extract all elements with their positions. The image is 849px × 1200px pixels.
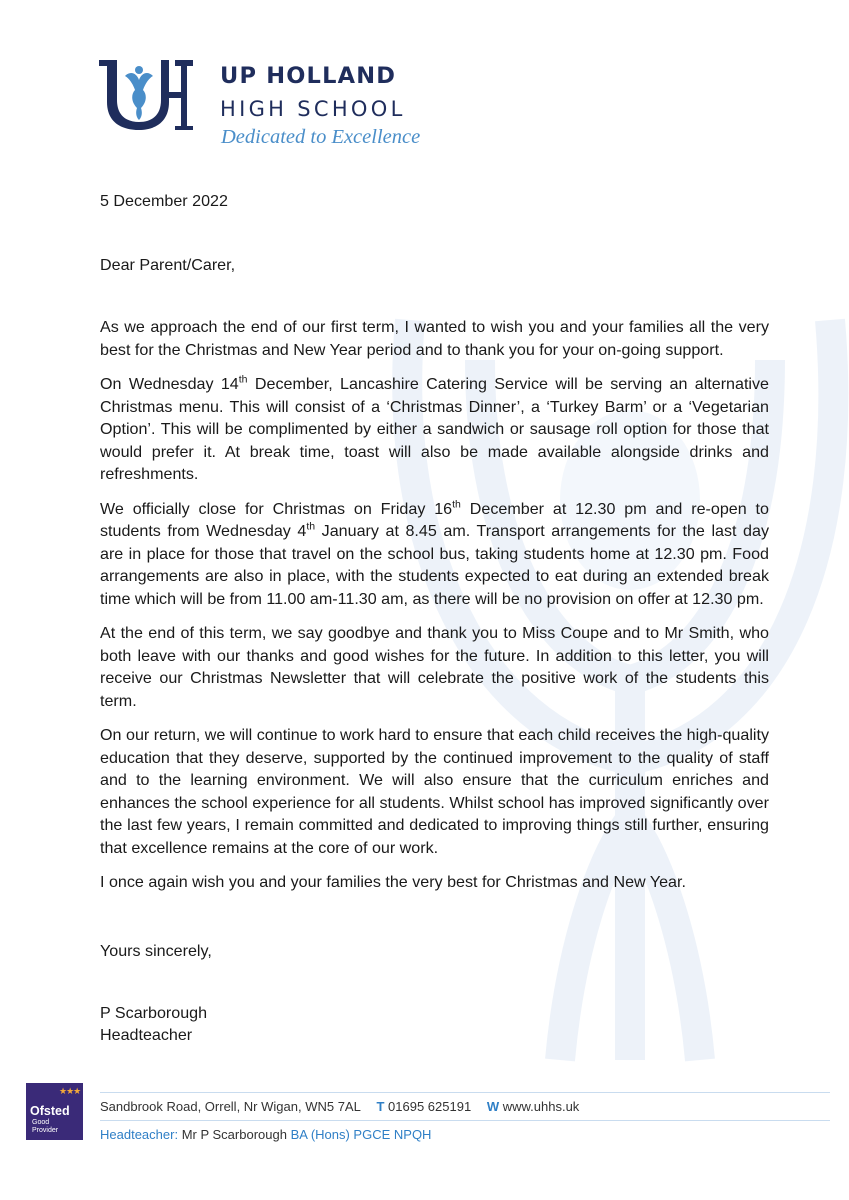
paragraph-1: As we approach the end of our first term, I wanted to wish you and your families all the very best for the Christmas and New Year period and to thank you for your on-going support. (100, 318, 769, 359)
ofsted-badge (26, 1083, 83, 1140)
ofsted-grade-line2: Provider (32, 1127, 59, 1134)
footer-contact (100, 1099, 579, 1114)
uh-crest-icon (97, 56, 212, 132)
ofsted-stars-icon: ★★★ (59, 1086, 81, 1096)
paragraph-5: On our return, we will continue to work hard to ensure that each child receives the high-quality education that they deserve, supported by the continued improvement to the quality of staff and to the learning environment. We will also ensure that the curriculum enriches and enhances the school experience for all students. Whilst school has improved significantly over the last few years, I remain committed and dedicated to improving things still further, ensuring that excellence remains at the core of our work. (100, 726, 769, 857)
letter-salutation: Dear Parent/Carer, (100, 256, 236, 274)
school-name-line2: HIGH SCHOOL (220, 97, 406, 121)
web-label: W (486, 1099, 500, 1114)
footer-headteacher (100, 1127, 431, 1142)
school-logo (97, 56, 421, 156)
letter-body (100, 316, 769, 906)
signatory-title: Headteacher (100, 1026, 193, 1044)
footer-website-link[interactable]: www.uhhs.uk (502, 1099, 580, 1114)
paragraph-6: I once again wish you and your families the very best for Christmas and New Year. (100, 873, 686, 891)
footer-divider-bottom (100, 1120, 830, 1121)
paragraph-4: At the end of this term, we say goodbye and thank you to Miss Coupe and to Mr Smith, who both leave with our thanks and good wishes for the future. In addition to this letter, you will receive our Christmas Newsletter that will celebrate the positive work of the students this term. (100, 624, 769, 710)
school-name-line1: UP HOLLAND (220, 63, 397, 89)
paragraph-2: On Wednesday 14th December, Lancashire Catering Service will be serving an alternative Christmas menu. This will consist of a ‘Christmas Dinner’, a ‘Turkey Barm’ or a ‘Vegetarian Option’. This will be complimented by either a sandwich or sausage roll option for those that would prefer it. At break time, toast will also be made available alongside drinks and refreshments. (100, 373, 769, 483)
ofsted-grade-line1: Good (32, 1119, 50, 1126)
phone-label: T (376, 1099, 385, 1114)
footer-divider-top (100, 1092, 830, 1093)
paragraph-3: We officially close for Christmas on Friday 16th December at 12.30 pm and re-open to students from Wednesday 4th January at 8.45 am. Transport arrangements for the last day are in place for those that travel on the school bus, taking students home at 12.30 pm. Food arrangements are also in place, with the students expected to eat during an extended break time which will be from 11.00 am-11.30 am, as there will be no provision on offer at 12.30 pm. (100, 498, 769, 608)
headteacher-qualifications: BA (Hons) PGCE NPQH (290, 1127, 432, 1142)
letter-date: 5 December 2022 (100, 192, 228, 210)
signatory-name: P Scarborough (100, 1004, 208, 1022)
footer-address: Sandbrook Road, Orrell, Nr Wigan, WN5 7AL (100, 1099, 361, 1114)
footer-phone: 01695 625191 (388, 1099, 472, 1114)
headteacher-name: Mr P Scarborough (181, 1127, 287, 1142)
school-tagline: Dedicated to Excellence (221, 126, 421, 148)
headteacher-label: Headteacher: (100, 1127, 179, 1142)
ofsted-brand: Ofsted (30, 1104, 70, 1118)
letter-closing: Yours sincerely, (100, 942, 212, 960)
